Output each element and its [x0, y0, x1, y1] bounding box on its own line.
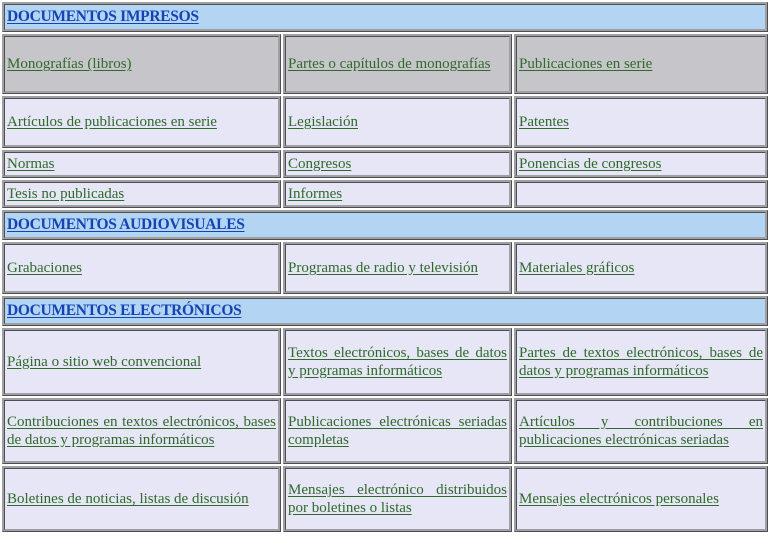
link-legislacion[interactable]: Legislación: [288, 114, 358, 130]
link-monografias[interactable]: Monografías (libros): [7, 56, 132, 72]
table-cell: [283, 150, 512, 178]
section-link-impresos[interactable]: DOCUMENTOS IMPRESOS: [7, 8, 199, 25]
table-row: [2, 34, 768, 94]
table-row: [2, 242, 768, 294]
table-cell: [2, 180, 281, 208]
table-cell: [2, 34, 281, 94]
link-publicaciones-seriadas[interactable]: Publicaciones electrónicas seriadas completas: [288, 414, 507, 448]
table-cell: [2, 466, 281, 532]
table-cell: [514, 242, 768, 294]
table-cell: [514, 466, 768, 532]
link-articulos-serie[interactable]: Artículos de publicaciones en serie: [7, 114, 217, 130]
section-header-audiovisuales: [2, 210, 768, 240]
table-row: [2, 398, 768, 464]
table-cell: [2, 242, 281, 294]
table-cell: [514, 328, 768, 396]
section-header-row: [2, 210, 768, 240]
link-pagina-web[interactable]: Página o sitio web convencional: [7, 354, 202, 370]
table-cell: [514, 398, 768, 464]
table-cell: [2, 96, 281, 148]
link-normas[interactable]: Normas: [7, 156, 55, 172]
table-cell: [283, 242, 512, 294]
link-boletines[interactable]: Boletines de noticias, listas de discusión: [7, 491, 249, 507]
link-publicaciones-serie[interactable]: Publicaciones en serie: [519, 56, 653, 72]
link-mensajes-personales[interactable]: Mensajes electrónicos personales: [519, 491, 719, 507]
table-cell: [514, 96, 768, 148]
link-partes-monografias[interactable]: Partes o capítulos de monografías: [288, 56, 491, 72]
link-contribuciones-textos[interactable]: Contribuciones en textos electrónicos, bases de datos y programas informáticos: [7, 414, 276, 448]
section-header-impresos: [2, 2, 768, 32]
empty-cell: [514, 180, 768, 208]
table-row: [2, 328, 768, 396]
table-cell: [2, 398, 281, 464]
table-cell: [283, 398, 512, 464]
table-row: [2, 466, 768, 532]
link-mensajes-listas[interactable]: Mensajes electrónico distribuidos por boletines o listas: [288, 482, 507, 516]
link-articulos-contribuciones[interactable]: Artículos y contribuciones en publicaciones electrónicas seriadas: [519, 414, 763, 448]
link-partes-textos-electronicos[interactable]: Partes de textos electrónicos, bases de datos y programas informáticos: [519, 345, 763, 379]
link-informes[interactable]: Informes: [288, 186, 343, 202]
table-row: [2, 150, 768, 178]
section-link-electronicos[interactable]: DOCUMENTOS ELECTRÓNICOS: [7, 302, 242, 319]
section-header-electronicos: [2, 296, 768, 326]
link-congresos[interactable]: Congresos: [288, 156, 352, 172]
link-materiales-graficos[interactable]: Materiales gráficos: [519, 260, 635, 276]
link-grabaciones[interactable]: Grabaciones: [7, 260, 82, 276]
link-textos-electronicos[interactable]: Textos electrónicos, bases de datos y programas informáticos: [288, 345, 507, 379]
table-cell: [2, 328, 281, 396]
table-cell: [283, 96, 512, 148]
link-ponencias[interactable]: Ponencias de congresos: [519, 156, 662, 172]
table-cell: [514, 150, 768, 178]
table-cell: [283, 180, 512, 208]
table-cell: [514, 34, 768, 94]
table-row: [2, 96, 768, 148]
section-header-row: [2, 296, 768, 326]
table-cell: [283, 466, 512, 532]
link-tesis[interactable]: Tesis no publicadas: [7, 186, 125, 202]
section-header-row: [2, 2, 768, 32]
link-patentes[interactable]: Patentes: [519, 114, 569, 130]
table-cell: [2, 150, 281, 178]
table-cell: [283, 34, 512, 94]
table-cell: [283, 328, 512, 396]
section-link-audiovisuales[interactable]: DOCUMENTOS AUDIOVISUALES: [7, 216, 245, 233]
table-row: [2, 180, 768, 208]
link-programas-radio-tv[interactable]: Programas de radio y televisión: [288, 260, 478, 276]
